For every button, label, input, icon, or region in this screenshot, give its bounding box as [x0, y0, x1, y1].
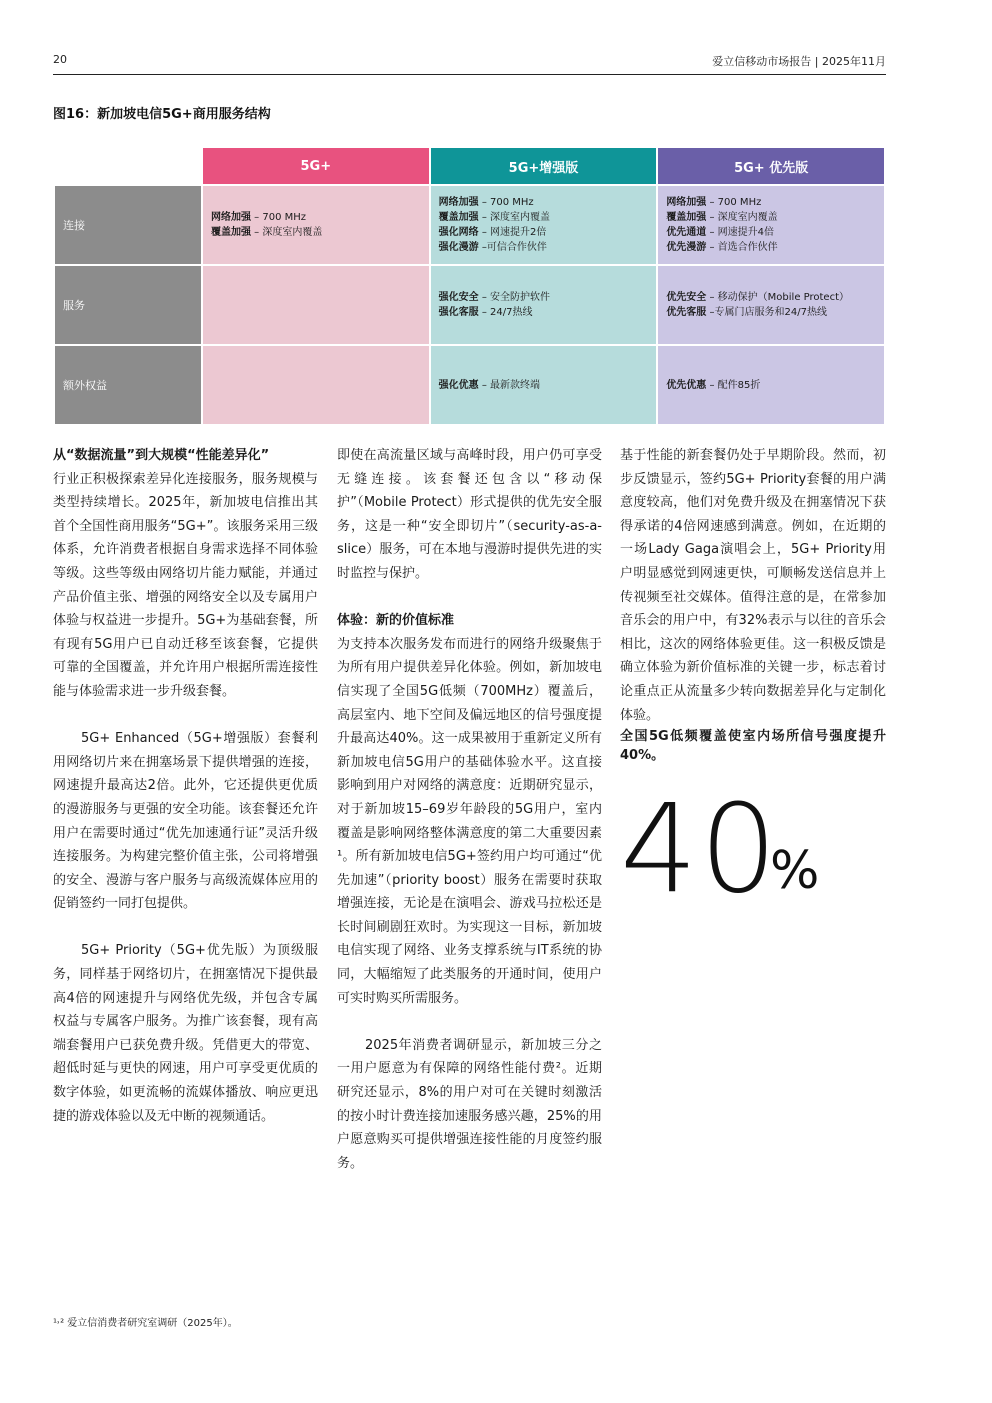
cell-key: 优先漫游	[666, 242, 707, 253]
col-header-enhanced: 5G+增强版	[431, 148, 657, 184]
cell-value: – 700 MHz	[478, 197, 534, 208]
cell-value: – 网速提升4倍	[706, 227, 775, 238]
cell-key: 覆盖加强	[438, 212, 479, 223]
table-row-connectivity	[55, 186, 884, 264]
text-column-2	[337, 444, 602, 1175]
cell-benefits-standard	[203, 346, 429, 424]
text-column-1	[53, 444, 318, 1128]
row-label-connectivity: 连接	[55, 186, 201, 264]
cell-benefits-enhanced	[431, 346, 657, 424]
big-stat	[620, 778, 886, 921]
service-structure-table	[53, 146, 886, 426]
running-header: 爱立信移动市场报告 | 2025年11月	[712, 55, 886, 68]
cell-key: 网络加强	[666, 197, 707, 208]
footnote: ¹˒² 爱立信消费者研究室调研（2025年）。	[53, 1318, 238, 1329]
cell-value: – 深度室内覆盖	[251, 227, 323, 238]
cell-services-standard	[203, 266, 429, 344]
cell-services-enhanced	[431, 266, 657, 344]
body-paragraph: 为支持本次服务发布而进行的网络升级聚焦于为所有用户提供差异化体验。例如，新加坡电信实现了全国5G低频（700MHz）覆盖后，高层室内、地下空间及偏远地区的信号强度提升最高达40%。这一成果被用于重新定义所有新加坡电信5G用户的基础体验水平。这直接影响到用户对网络的满意度：近期研究显示，对于新加坡15–69岁年龄段的5G用户，室内覆盖是影响网络整体满意度的第二大重要因素¹。所有新加坡电信5G+签约用户均可通过“优先加速”（priority boost）服务在需要时获取增强连接，无论是在演唱会、游戏马拉松还是长时间刷剧狂欢时。为实现这一目标，新加坡电信实现了网络、业务支撑系统与IT系统的协同，大幅缩短了此类服务的开通时间，使用户可实时购买所需服务。	[337, 636, 602, 1006]
cell-value: – 深度室内覆盖	[478, 212, 551, 223]
body-paragraph: 5G+ Enhanced（5G+增强版）套餐利用网络切片来在拥塞场景下提供增强的连接，网速提升最高达2倍。此外，它还提供更优质的漫游服务与更强的安全功能。该套餐还允许用户在需要时通过“优先加速通行证”灵活升级连接服务。为构建完整价值主张，公司将增强的安全、漫游与客户服务与高级流媒体应用的促销签约一同打包提供。	[53, 731, 318, 912]
stat-unit: %	[770, 841, 820, 902]
body-paragraph: 2025年消费者调研显示，新加坡三分之一用户愿意为有保障的网络性能付费²。近期研究还显示，8%的用户对可在关键时刻激活的按小时计费连接加速服务感兴趣，25%的用户愿意购买可提供增强连接性能的月度签约服务。	[337, 1037, 602, 1171]
col-header-standard: 5G+	[203, 148, 429, 184]
cell-services-priority	[658, 266, 884, 344]
cell-key: 覆盖加强	[211, 227, 251, 238]
col-header-priority: 5G+ 优先版	[658, 148, 884, 184]
cell-benefits-priority	[658, 346, 884, 424]
stat-callout-text: 全国5G低频覆盖使室内场所信号强度提升40%。	[620, 729, 886, 764]
section-heading: 体验：新的价值标准	[337, 613, 455, 629]
cell-value: – 安全防护软件	[478, 292, 551, 303]
cell-value: – 700 MHz	[251, 212, 307, 223]
cell-key: 网络加强	[438, 197, 479, 208]
body-paragraph: 行业正积极探索差异化连接服务，服务规模与类型持续增长。2025年，新加坡电信推出其首个全国性商用服务“5G+”。该服务采用三级体系，允许消费者根据自身需求选择不同体验等级。这些等级由网络切片能力赋能，并通过产品价值主张、增强的网络安全以及专属用户体验与权益进一步提升。5G+为基础套餐，所有现有5G用户已自动迁移至该套餐，它提供可靠的全国覆盖，并允许用户根据所需连接性能与体验需求进一步升级套餐。	[53, 471, 318, 699]
cell-value: –可信合作伙伴	[478, 242, 547, 253]
cell-key: 优先客服	[666, 307, 707, 318]
cell-key: 强化客服	[438, 307, 479, 318]
table-row-services	[55, 266, 884, 344]
cell-key: 优先通道	[666, 227, 707, 238]
cell-key: 强化网络	[438, 227, 479, 238]
row-label-benefits: 额外权益	[55, 346, 201, 424]
cell-value: – 700 MHz	[706, 197, 762, 208]
cell-value: – 最新款终端	[478, 379, 541, 391]
body-paragraph: 即使在高流量区域与高峰时段，用户仍可享受无缝连接。该套餐还包含以“移动保护”（Mobile Protect）形式提供的优先安全服务，这是一种“安全即切片”（security-as-a-slice）服务，可在本地与漫游时提供先进的实时监控与保护。	[337, 448, 602, 581]
cell-key: 优先优惠	[666, 379, 707, 391]
cell-value: –专属门店服务和24/7热线	[706, 307, 827, 318]
cell-value: – 移动保护（Mobile Protect）	[706, 292, 850, 303]
cell-value: – 网速提升2倍	[478, 227, 547, 238]
cell-value: – 配件85折	[706, 379, 761, 391]
page-number: 20	[53, 53, 67, 66]
text-column-3	[620, 444, 886, 921]
body-paragraph: 基于性能的新套餐仍处于早期阶段。然而，初步反馈显示，签约5G+ Priority套餐的用户满意度较高，他们对免费升级及在拥塞情况下获得承诺的4倍网速感到满意。例如，在近期的一场Lady Gaga演唱会上，5G+ Priority用户明显感觉到网速更快，可顺畅发送信息并上传视频至社交媒体。值得注意的是，在常参加音乐会的用户中，有32%表示与以往的音乐会相比，这次的网络体验更佳。这一积极反馈是确立体验为新价值标准的关键一步，标志着讨论重点正从流量多少转向数据差异化与定制化体验。	[620, 448, 886, 723]
cell-value: – 深度室内覆盖	[706, 212, 778, 223]
cell-key: 强化优惠	[438, 379, 479, 391]
table-header-row	[55, 148, 884, 184]
cell-key: 强化漫游	[438, 242, 479, 253]
cell-connectivity-standard	[203, 186, 429, 264]
cell-value: – 24/7热线	[478, 307, 533, 318]
section-heading: 从“数据流量”到大规模“性能差异化”	[53, 448, 270, 463]
body-paragraph: 5G+ Priority（5G+优先版）为顶级服务，同样基于网络切片，在拥塞情况下提供最高4倍的网速提升与网络优先级，并包含专属权益与专属客户服务。为推广该套餐，现有高端套餐用户已获免费升级。凭借更大的带宽、超低时延与更快的网速，用户可享受更优质的数字体验，如更流畅的流媒体播放、响应更迅捷的游戏体验以及无中断的视频通话。	[53, 943, 318, 1124]
cell-value: – 首选合作伙伴	[706, 242, 778, 253]
figure-title: 图16：新加坡电信5G+商用服务结构	[53, 107, 271, 122]
stat-number: 40	[620, 778, 780, 921]
cell-connectivity-enhanced	[431, 186, 657, 264]
cell-key: 网络加强	[211, 212, 251, 223]
row-label-services: 服务	[55, 266, 201, 344]
cell-key: 强化安全	[438, 292, 479, 303]
cell-key: 覆盖加强	[666, 212, 707, 223]
cell-connectivity-priority	[658, 186, 884, 264]
table-row-benefits	[55, 346, 884, 424]
cell-key: 优先安全	[666, 292, 707, 303]
header-divider	[53, 74, 886, 75]
table-corner	[55, 148, 201, 184]
